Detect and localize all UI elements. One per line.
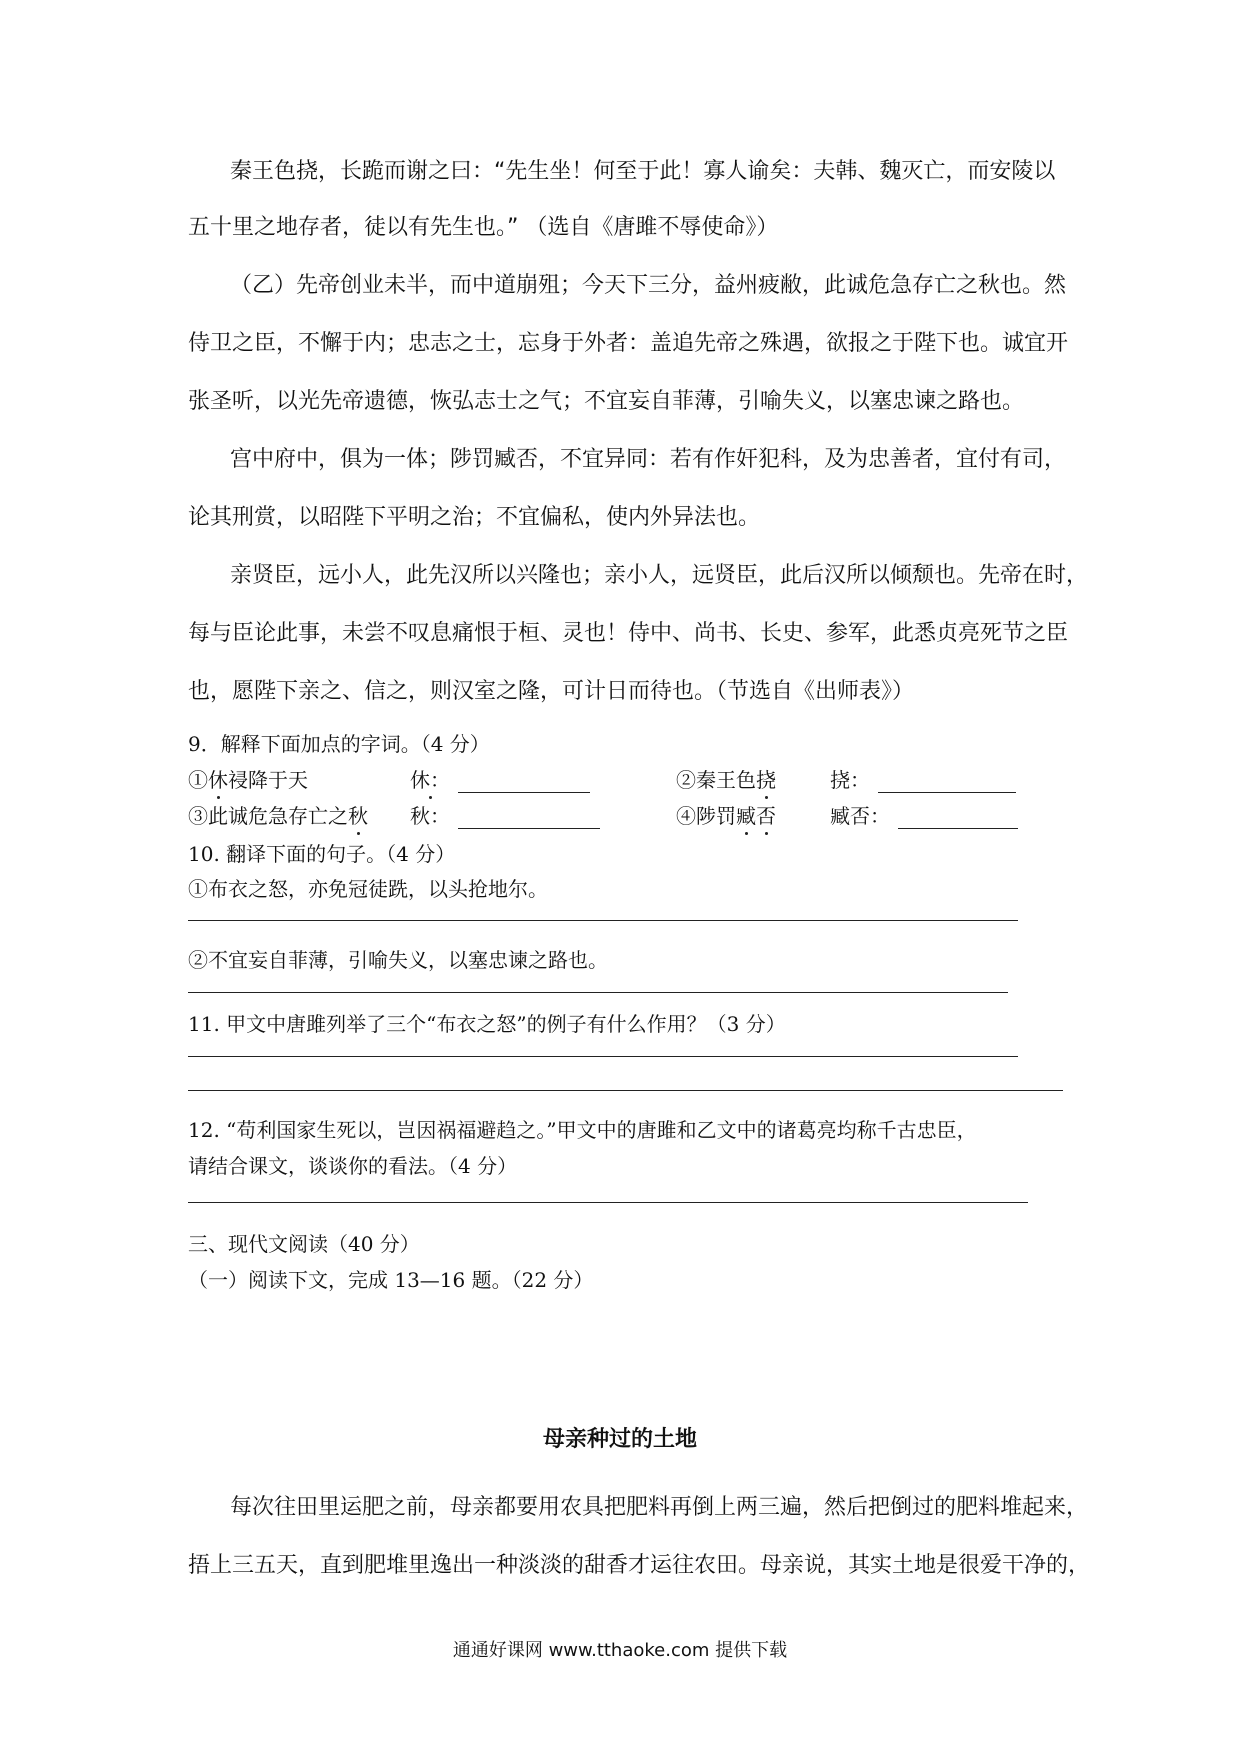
answer-blank[interactable]: [898, 808, 1018, 829]
passage-b-line: 也，愿陛下亲之、信之，则汉室之隆，可计日而待也。（节选自《出师表》）: [188, 679, 915, 704]
question-9-title: 9．解释下面加点的字词。（4 分）: [188, 732, 490, 756]
passage-b-line: （乙）先帝创业未半，而中道崩殂；今天下三分，益州疲敝，此诚危急存亡之秋也。然: [230, 273, 1067, 298]
article-title: 母亲种过的土地: [542, 1427, 697, 1452]
passage-b-line: 每与臣论此事，未尝不叹息痛恨于桓、灵也！侍中、尚书、长史、参军，此悉贞亮死节之臣: [188, 621, 1069, 646]
q9-item-4: ④陟罚臧否: [676, 804, 776, 828]
dotted-char: 休: [208, 768, 228, 792]
passage-b-line: 侍卫之臣，不懈于内；忠志之士，忘身于外者：盖追先帝之殊遇，欲报之于陛下也。诚宜开: [188, 331, 1069, 356]
answer-line[interactable]: [188, 920, 1018, 921]
article-line: 捂上三五天，直到肥堆里逸出一种淡淡的甜香才运往农田。母亲说，其实土地是很爱干净的，: [188, 1553, 1091, 1578]
passage-b-line: 亲贤臣，远小人，此先汉所以兴隆也；亲小人，远贤臣，此后汉所以倾颓也。先帝在时，: [230, 563, 1089, 588]
dotted-char: 挠: [756, 768, 776, 792]
page-footer: 通通好课网 www.tthaoke.com 提供下载: [452, 1640, 788, 1661]
passage-b-line: 宫中府中，俱为一体；陟罚臧否，不宜异同：若有作奸犯科，及为忠善者，宜付有司，: [230, 447, 1067, 472]
answer-line[interactable]: [188, 1090, 1063, 1091]
answer-blank[interactable]: [458, 808, 600, 829]
question-10-title: 10. 翻译下面的句子。（4 分）: [188, 842, 456, 866]
q9-item-1: ①休祲降于天: [188, 768, 308, 792]
article-line: 每次往田里运肥之前，母亲都要用农具把肥料再倒上两三遍，然后把倒过的肥料堆起来，: [230, 1495, 1089, 1520]
q9-item-2-answer: 挠：: [830, 764, 1016, 793]
answer-line[interactable]: [188, 1056, 1018, 1057]
passage-b-line: 论其刑赏，以昭陛下平明之治；不宜偏私，使内外异法也。: [188, 505, 761, 530]
q9-item-3-answer: 秋：: [410, 800, 600, 829]
answer-line[interactable]: [188, 1202, 1028, 1203]
question-11-title: 11. 甲文中唐雎列举了三个“布衣之怒”的例子有什么作用？（3 分）: [188, 1012, 786, 1036]
answer-line[interactable]: [188, 992, 1008, 993]
q10-sentence-1: ①布衣之怒，亦免冠徒跣，以头抢地尔。: [188, 877, 548, 901]
q9-item-3: ③此诚危急存亡之秋: [188, 804, 368, 828]
passage-a-line: 五十里之地存者，徒以有先生也。” （选自《唐雎不辱使命》）: [188, 215, 779, 240]
dotted-char: 臧: [736, 804, 756, 828]
section-heading: 三、现代文阅读（40 分）: [188, 1232, 420, 1256]
q9-item-4-answer: 臧否：: [830, 800, 1018, 829]
q9-item-2: ②秦王色挠: [676, 768, 776, 792]
passage-b-line: 张圣听，以光先帝遗德，恢弘志士之气；不宜妄自菲薄，引喻失义，以塞忠谏之路也。: [188, 389, 1025, 414]
q10-sentence-2: ②不宜妄自菲薄，引喻失义，以塞忠谏之路也。: [188, 948, 608, 972]
answer-blank[interactable]: [458, 772, 590, 793]
passage-a-line: 秦王色挠，长跪而谢之曰：“先生坐！何至于此！寡人谕矣：夫韩、魏灭亡，而安陵以: [230, 159, 1056, 184]
dotted-char: 否: [756, 804, 776, 828]
section-subheading: （一）阅读下文，完成 13—16 题。（22 分）: [188, 1268, 594, 1292]
question-12-line: 请结合课文，谈谈你的看法。（4 分）: [188, 1154, 518, 1178]
dotted-char: 秋: [348, 804, 368, 828]
answer-blank[interactable]: [878, 772, 1016, 793]
question-12-line: 12. “苟利国家生死以，岂因祸福避趋之。”甲文中的唐雎和乙文中的诸葛亮均称千古忠臣，: [188, 1118, 977, 1142]
q9-item-1-answer: 休：: [410, 764, 590, 793]
